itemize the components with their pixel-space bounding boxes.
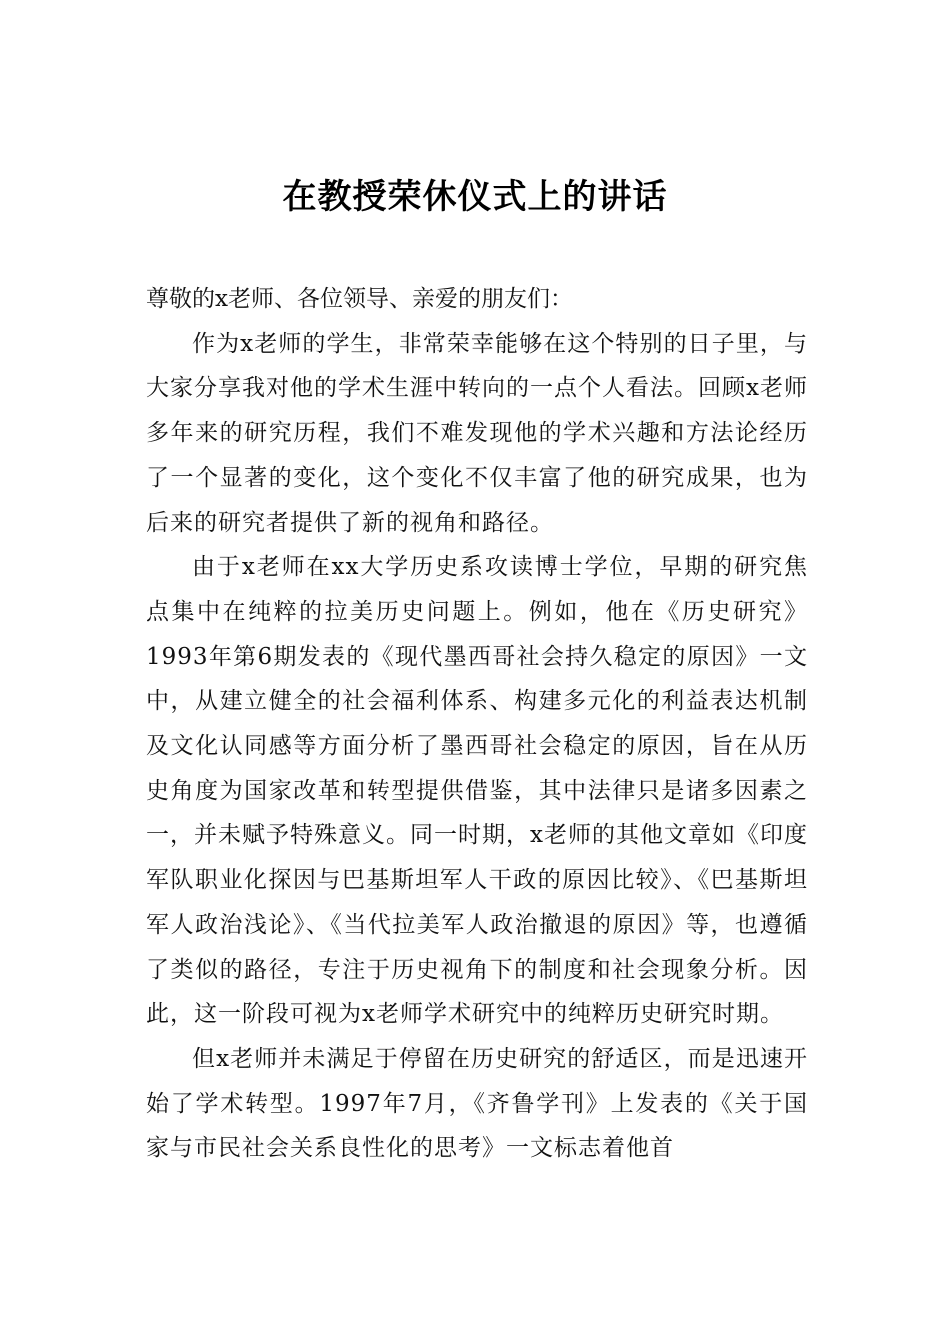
paragraph-2: 由于x老师在xx大学历史系攻读博士学位，早期的研究焦点集中在纯粹的拉美历史问题上。例如，他在《历史研究》1993年第6期发表的《现代墨西哥社会持久稳定的原因》一文中，从建立健全的社会福利体系、构建多元化的利益表达机制及文化认同感等方面分析了墨西哥社会稳定的原因，旨在从历史角度为国家改革和转型提供借鉴，其中法律只是诸多因素之一，并未赋予特殊意义。同一时期，x老师的其他文章如《印度军队职业化探因与巴基斯坦军人干政的原因比较》、《巴基斯坦军人政治浅论》、《当代拉美军人政治撤退的原因》等，也遵循了类似的路径，专注于历史视角下的制度和社会现象分析。因此，这一阶段可视为x老师学术研究中的纯粹历史研究时期。 [146,554,808,1028]
paragraph-1: 作为x老师的学生，非常荣幸能够在这个特别的日子里，与大家分享我对他的学术生涯中转向的一点个人看法。回顾x老师多年来的研究历程，我们不难发现他的学术兴趣和方法论经历了一个显著的变化，这个变化不仅丰富了他的研究成果，也为后来的研究者提供了新的视角和路径。 [146,330,808,536]
greeting-line: 尊敬的x老师、各位领导、亲爱的朋友们： [146,286,573,312]
document-body [146,277,808,1171]
document-title: 在教授荣休仪式上的讲话 [282,177,668,217]
paragraph-3: 但x老师并未满足于停留在历史研究的舒适区，而是迅速开始了学术转型。1997年7月，《齐鲁学刊》上发表的《关于国家与市民社会关系良性化的思考》一文标志着他首 [146,1045,808,1162]
